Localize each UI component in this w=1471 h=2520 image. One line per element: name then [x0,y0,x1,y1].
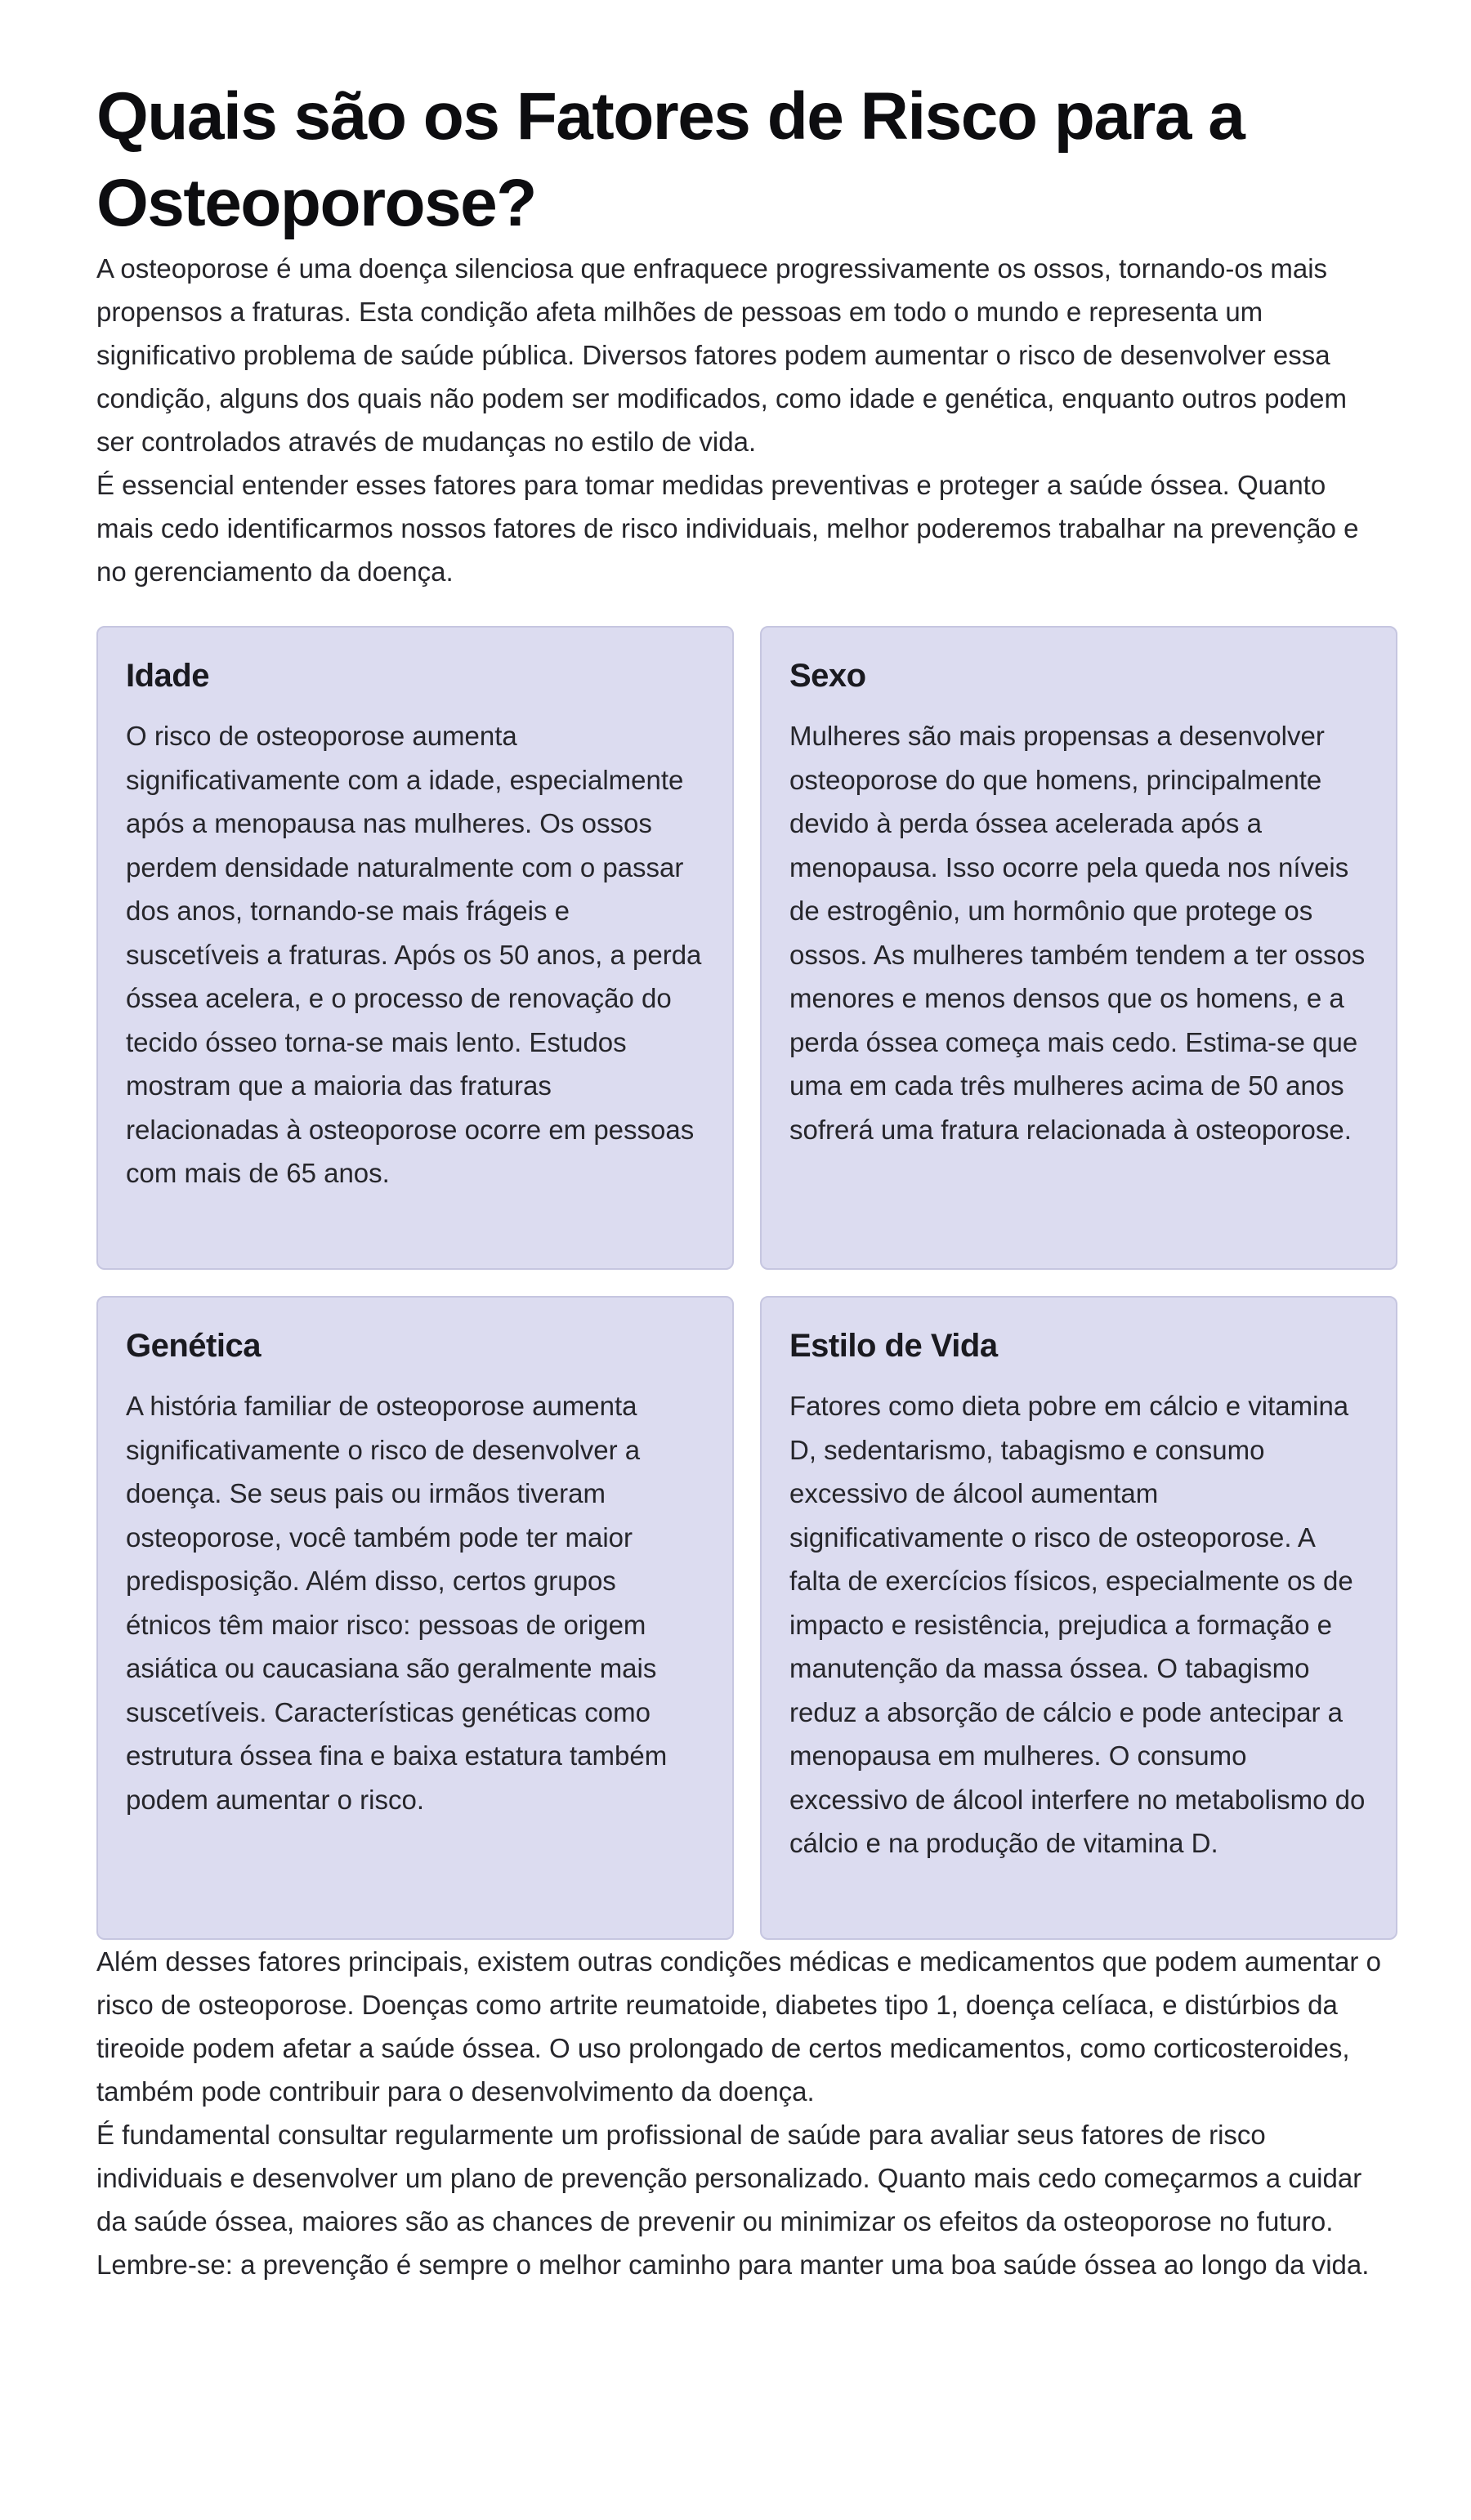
card-heading: Estilo de Vida [789,1328,998,1364]
intro-paragraph-2: É essencial entender esses fatores para tomar medidas preventivas e proteger a saúde óssea. Quanto mais cedo identificarmos nossos fatores de risco individuais, melhor poderemos trabalhar na prevenção e no gerenciamento da doença. [96,470,1359,587]
card-heading: Sexo [789,658,866,694]
risk-factor-grid [96,626,1397,1940]
card-text: Mulheres são mais propensas a desenvolver osteoporose do que homens, principalmente devido à perda óssea acelerada após a menopausa. Isso ocorre pela queda nos níveis de estrogênio, um hormônio que protege os ossos. As mulheres também tendem a ter ossos menores e menos densos que os homens, e a perda óssea começa mais cedo. Estima-se que uma em cada três mulheres acima de 50 anos sofrerá uma fratura relacionada à osteoporose. [789,721,1366,1145]
card-heading: Genética [126,1328,261,1364]
card-genetica [96,1296,734,1940]
card-heading: Idade [126,658,209,694]
card-text: A história familiar de osteoporose aumenta significativamente o risco de desenvolver a doença. Se seus pais ou irmãos tiveram osteoporose, você também pode ter maior predisposição. Além disso, certos grupos étnicos têm maior risco: pessoas de origem asiática ou caucasiana são geralmente mais suscetíveis. Características genéticas como estrutura óssea fina e baixa estatura também podem aumentar o risco. [126,1391,668,1815]
card-sexo [760,626,1397,1270]
intro-paragraph-1: A osteoporose é uma doença silenciosa que enfraquece progressivamente os ossos, tornando-os mais propensos a fraturas. Esta condição afeta milhões de pessoas em todo o mundo e representa um significativo problema de saúde pública. Diversos fatores podem aumentar o risco de desenvolver essa condição, alguns dos quais não podem ser modificados, como idade e genética, enquanto outros podem ser controlados através de mudanças no estilo de vida. [96,253,1348,457]
card-idade [96,626,734,1270]
card-text: Fatores como dieta pobre em cálcio e vitamina D, sedentarismo, tabagismo e consumo excessivo de álcool aumentam significativamente o risco de osteoporose. A falta de exercícios físicos, especialmente os de impacto e resistência, prejudica a formação e manutenção da massa óssea. O tabagismo reduz a absorção de cálcio e pode antecipar a menopausa em mulheres. O consumo excessivo de álcool interfere no metabolismo do cálcio e na produção de vitamina D. [789,1391,1366,1858]
outro-paragraph-1: Além desses fatores principais, existem outras condições médicas e medicamentos que podem aumentar o risco de osteoporose. Doenças como artrite reumatoide, diabetes tipo 1, doença celíaca, e distúrbios da tireoide podem afetar a saúde óssea. O uso prolongado de certos medicamentos, como corticosteroides, também pode contribuir para o desenvolvimento da doença. [96,1946,1381,2107]
page-title: Quais são os Fatores de Risco para a Osteoporose? [96,79,1245,240]
card-estilo-de-vida [760,1296,1397,1940]
card-text: O risco de osteoporose aumenta significativamente com a idade, especialmente após a menopausa nas mulheres. Os ossos perdem densidade naturalmente com o passar dos anos, tornando-se mais frágeis e suscetíveis a fraturas. Após os 50 anos, a perda óssea acelera, e o processo de renovação do tecido ósseo torna-se mais lento. Estudos mostram que a maioria das fraturas relacionadas à osteoporose ocorre em pessoas com mais de 65 anos. [126,721,702,1188]
outro-paragraph-2: É fundamental consultar regularmente um profissional de saúde para avaliar seus fatores de risco individuais e desenvolver um plano de prevenção personalizado. Quanto mais cedo começarmos a cuidar da saúde óssea, maiores são as chances de prevenir ou minimizar os efeitos da osteoporose no futuro. Lembre-se: a prevenção é sempre o melhor caminho para manter uma boa saúde óssea ao longo da vida. [96,2120,1370,2280]
